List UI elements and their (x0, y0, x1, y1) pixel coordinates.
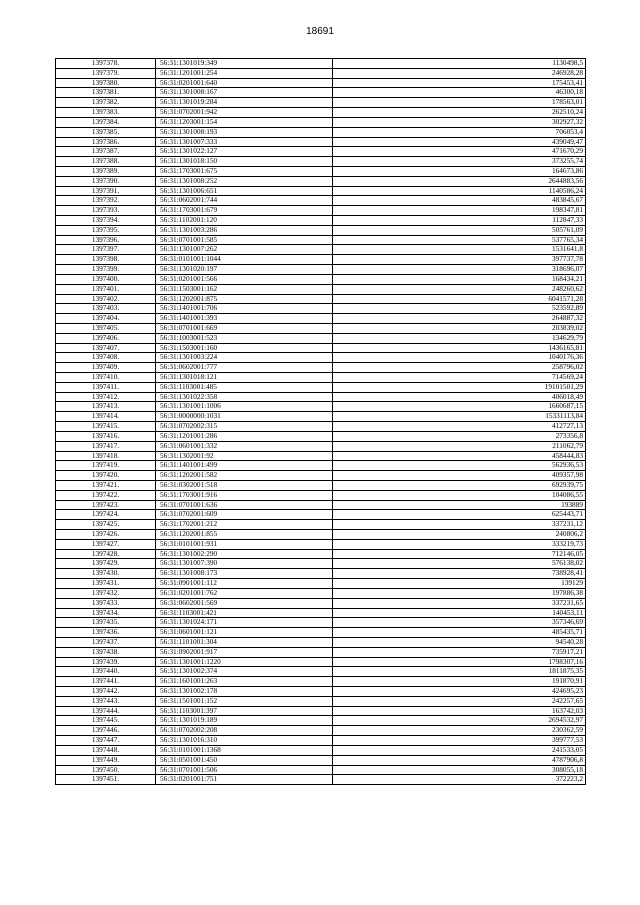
table-row (56, 245, 586, 255)
row-number-cell: 1397410. (56, 373, 156, 383)
table-row (56, 480, 586, 490)
row-number-cell: 1397409. (56, 363, 156, 373)
value-cell: 15331113,84 (333, 412, 586, 422)
cadastral-number-cell: 56:31:1301007:390 (156, 559, 333, 569)
table-row (56, 706, 586, 716)
value-cell: 1130498,5 (333, 59, 586, 69)
value-cell: 424695,23 (333, 687, 586, 697)
value-cell: 140453,11 (333, 608, 586, 618)
row-number-cell: 1397438. (56, 647, 156, 657)
table-row (56, 451, 586, 461)
value-cell: 357346,69 (333, 618, 586, 628)
cadastral-number-cell: 56:31:0701001:669 (156, 323, 333, 333)
table-row (56, 745, 586, 755)
value-cell: 242257,65 (333, 696, 586, 706)
value-cell: 198347,81 (333, 206, 586, 216)
row-number-cell: 1397389. (56, 166, 156, 176)
value-cell: 246928,28 (333, 68, 586, 78)
table-row (56, 235, 586, 245)
cadastral-number-cell: 56:31:0602001:777 (156, 363, 333, 373)
row-number-cell: 1397436. (56, 628, 156, 638)
cadastral-number-cell: 56:31:1301019:349 (156, 59, 333, 69)
cadastral-number-cell: 56:31:1503001:162 (156, 284, 333, 294)
table-row (56, 176, 586, 186)
cadastral-number-cell: 56:31:0701001:506 (156, 765, 333, 775)
table-row (56, 657, 586, 667)
row-number-cell: 1397402. (56, 294, 156, 304)
cadastral-number-cell: 56:31:1703001:916 (156, 490, 333, 500)
value-cell: 485435,71 (333, 628, 586, 638)
table-row (56, 687, 586, 697)
cadastral-number-cell: 56:31:1703001:679 (156, 206, 333, 216)
table-row (56, 166, 586, 176)
row-number-cell: 1397401. (56, 284, 156, 294)
value-cell: 714569,24 (333, 373, 586, 383)
cadastral-number-cell: 56:31:1301002:178 (156, 687, 333, 697)
value-cell: 139129 (333, 579, 586, 589)
value-cell: 409357,98 (333, 471, 586, 481)
row-number-cell: 1397421. (56, 480, 156, 490)
cadastral-number-cell: 56:31:1301019:189 (156, 716, 333, 726)
table-row (56, 186, 586, 196)
table-row (56, 98, 586, 108)
cadastral-number-cell: 56:31:0602001:744 (156, 196, 333, 206)
cadastral-number-cell: 56:31:0902001:917 (156, 647, 333, 657)
table-row (56, 412, 586, 422)
table-row (56, 736, 586, 746)
table-row (56, 88, 586, 98)
value-cell: 1040176,36 (333, 353, 586, 363)
cadastral-number-cell: 56:31:1202001:582 (156, 471, 333, 481)
value-cell: 211062,79 (333, 441, 586, 451)
row-number-cell: 1397451. (56, 775, 156, 785)
cadastral-number-cell: 56:31:0201001:566 (156, 274, 333, 284)
cadastral-number-cell: 56:31:0101001:1368 (156, 745, 333, 755)
table-row (56, 628, 586, 638)
value-cell: 134629,79 (333, 333, 586, 343)
table-row (56, 726, 586, 736)
row-number-cell: 1397424. (56, 510, 156, 520)
row-number-cell: 1397419. (56, 461, 156, 471)
value-cell: 112847,33 (333, 216, 586, 226)
table-row (56, 402, 586, 412)
value-cell: 203839,02 (333, 323, 586, 333)
cadastral-number-cell: 56:31:1202001:875 (156, 294, 333, 304)
table-row (56, 441, 586, 451)
value-cell: 240806,2 (333, 530, 586, 540)
row-number-cell: 1397405. (56, 323, 156, 333)
row-number-cell: 1397437. (56, 637, 156, 647)
value-cell: 2644883,56 (333, 176, 586, 186)
row-number-cell: 1397380. (56, 78, 156, 88)
cadastral-number-cell: 56:31:0701001:585 (156, 235, 333, 245)
row-number-cell: 1397407. (56, 343, 156, 353)
row-number-cell: 1397393. (56, 206, 156, 216)
row-number-cell: 1397429. (56, 559, 156, 569)
cadastral-number-cell: 56:31:1302001:92 (156, 451, 333, 461)
value-cell: 333219,73 (333, 539, 586, 549)
table-row (56, 265, 586, 275)
row-number-cell: 1397443. (56, 696, 156, 706)
row-number-cell: 1397398. (56, 255, 156, 265)
value-cell: 164673,86 (333, 166, 586, 176)
table-row (56, 431, 586, 441)
table-row (56, 382, 586, 392)
cadastral-number-cell: 56:31:1301001:1006 (156, 402, 333, 412)
cadastral-number-cell: 56:31:1301001:1220 (156, 657, 333, 667)
table-row (56, 422, 586, 432)
value-cell: 735917,21 (333, 647, 586, 657)
table-row (56, 108, 586, 118)
value-cell: 399777,53 (333, 736, 586, 746)
value-cell: 241533,05 (333, 745, 586, 755)
value-cell: 2694532,97 (333, 716, 586, 726)
row-number-cell: 1397442. (56, 687, 156, 697)
row-number-cell: 1397430. (56, 569, 156, 579)
value-cell: 258796,02 (333, 363, 586, 373)
value-cell: 230362,59 (333, 726, 586, 736)
table-row (56, 716, 586, 726)
table-row (56, 775, 586, 785)
row-number-cell: 1397392. (56, 196, 156, 206)
table-row (56, 137, 586, 147)
row-number-cell: 1397448. (56, 745, 156, 755)
row-number-cell: 1397399. (56, 265, 156, 275)
row-number-cell: 1397449. (56, 755, 156, 765)
table-row (56, 68, 586, 78)
row-number-cell: 1397414. (56, 412, 156, 422)
cadastral-number-cell: 56:31:1301018:121 (156, 373, 333, 383)
row-number-cell: 1397441. (56, 677, 156, 687)
table-row (56, 353, 586, 363)
row-number-cell: 1397426. (56, 530, 156, 540)
table-row (56, 490, 586, 500)
table-row (56, 323, 586, 333)
value-cell: 706053,4 (333, 127, 586, 137)
row-number-cell: 1397427. (56, 539, 156, 549)
value-cell: 1660687,15 (333, 402, 586, 412)
table-row (56, 196, 586, 206)
row-number-cell: 1397446. (56, 726, 156, 736)
table-row (56, 510, 586, 520)
cadastral-number-cell: 56:31:1301007:333 (156, 137, 333, 147)
value-cell: 712146,05 (333, 549, 586, 559)
value-cell: 6041571,28 (333, 294, 586, 304)
value-cell: 193889 (333, 500, 586, 510)
value-cell: 94540,28 (333, 637, 586, 647)
table-row (56, 667, 586, 677)
cadastral-number-cell: 56:31:1301008:252 (156, 176, 333, 186)
table-row (56, 206, 586, 216)
table-row (56, 647, 586, 657)
row-number-cell: 1397390. (56, 176, 156, 186)
cadastral-number-cell: 56:31:1103001:397 (156, 706, 333, 716)
row-number-cell: 1397417. (56, 441, 156, 451)
value-cell: 163742,03 (333, 706, 586, 716)
value-cell: 1798307,16 (333, 657, 586, 667)
row-number-cell: 1397444. (56, 706, 156, 716)
table-row (56, 588, 586, 598)
value-cell: 197886,38 (333, 588, 586, 598)
table-row (56, 579, 586, 589)
row-number-cell: 1397450. (56, 765, 156, 775)
table-row (56, 284, 586, 294)
value-cell: 1531641,8 (333, 245, 586, 255)
table-row (56, 520, 586, 530)
row-number-cell: 1397432. (56, 588, 156, 598)
table-row (56, 608, 586, 618)
row-number-cell: 1397408. (56, 353, 156, 363)
row-number-cell: 1397418. (56, 451, 156, 461)
table-row (56, 500, 586, 510)
row-number-cell: 1397395. (56, 225, 156, 235)
table-row (56, 117, 586, 127)
value-cell: 537765,34 (333, 235, 586, 245)
value-cell: 337231,12 (333, 520, 586, 530)
row-number-cell: 1397379. (56, 68, 156, 78)
cadastral-number-cell: 56:31:0501001:450 (156, 755, 333, 765)
row-number-cell: 1397387. (56, 147, 156, 157)
cadastral-number-cell: 56:31:0901001:112 (156, 579, 333, 589)
cadastral-number-cell: 56:31:1301022:358 (156, 392, 333, 402)
cadastral-number-cell: 56:31:0702001:942 (156, 108, 333, 118)
value-cell: 1436165,81 (333, 343, 586, 353)
value-cell: 412727,13 (333, 422, 586, 432)
table-row (56, 59, 586, 69)
value-cell: 337231,65 (333, 598, 586, 608)
cadastral-number-cell: 56:31:1102001:120 (156, 216, 333, 226)
cadastral-number-cell: 56:31:1301003:224 (156, 353, 333, 363)
table-row (56, 598, 586, 608)
table-row (56, 755, 586, 765)
row-number-cell: 1397381. (56, 88, 156, 98)
table-row (56, 147, 586, 157)
cadastral-number-cell: 56:31:1201001:286 (156, 431, 333, 441)
cadastral-number-cell: 56:31:1301020:197 (156, 265, 333, 275)
value-cell: 1811875,35 (333, 667, 586, 677)
row-number-cell: 1397400. (56, 274, 156, 284)
cadastral-number-cell: 56:31:0000000:1031 (156, 412, 333, 422)
table-row (56, 539, 586, 549)
table-body (56, 59, 586, 785)
cadastral-number-cell: 56:31:0101001:1044 (156, 255, 333, 265)
value-cell: 168434,21 (333, 274, 586, 284)
table-row (56, 363, 586, 373)
row-number-cell: 1397413. (56, 402, 156, 412)
value-cell: 273356,8 (333, 431, 586, 441)
cadastral-number-cell: 56:31:1003001:523 (156, 333, 333, 343)
table-row (56, 559, 586, 569)
table-row (56, 127, 586, 137)
cadastral-number-cell: 56:31:1703001:675 (156, 166, 333, 176)
cadastral-number-cell: 56:31:1301006:651 (156, 186, 333, 196)
cadastral-number-cell: 56:31:1301008:193 (156, 127, 333, 137)
cadastral-table (55, 58, 586, 785)
cadastral-number-cell: 56:31:0701001:636 (156, 500, 333, 510)
row-number-cell: 1397397. (56, 245, 156, 255)
row-number-cell: 1397384. (56, 117, 156, 127)
value-cell: 372223,2 (333, 775, 586, 785)
cadastral-number-cell: 56:31:1203001:154 (156, 117, 333, 127)
cadastral-number-cell: 56:31:1301018:150 (156, 157, 333, 167)
value-cell: 302927,32 (333, 117, 586, 127)
value-cell: 458444,83 (333, 451, 586, 461)
row-number-cell: 1397404. (56, 314, 156, 324)
value-cell: 523592,89 (333, 304, 586, 314)
cadastral-number-cell: 56:31:1401001:499 (156, 461, 333, 471)
value-cell: 308055,18 (333, 765, 586, 775)
row-number-cell: 1397440. (56, 667, 156, 677)
table-row (56, 216, 586, 226)
row-number-cell: 1397406. (56, 333, 156, 343)
cadastral-number-cell: 56:31:0601001:121 (156, 628, 333, 638)
row-number-cell: 1397445. (56, 716, 156, 726)
table-row (56, 78, 586, 88)
table-row (56, 765, 586, 775)
cadastral-number-cell: 56:31:1501001:152 (156, 696, 333, 706)
value-cell: 318696,07 (333, 265, 586, 275)
table-row (56, 392, 586, 402)
cadastral-number-cell: 56:31:0302001:518 (156, 480, 333, 490)
value-cell: 264887,32 (333, 314, 586, 324)
row-number-cell: 1397386. (56, 137, 156, 147)
table-row (56, 333, 586, 343)
value-cell: 406018,49 (333, 392, 586, 402)
table-row (56, 274, 586, 284)
table-row (56, 157, 586, 167)
value-cell: 248260,62 (333, 284, 586, 294)
page-number: 18691 (306, 26, 334, 37)
cadastral-number-cell: 56:31:1702001:212 (156, 520, 333, 530)
cadastral-number-cell: 56:31:1101001:304 (156, 637, 333, 647)
row-number-cell: 1397415. (56, 422, 156, 432)
cadastral-number-cell: 56:31:0601001:332 (156, 441, 333, 451)
value-cell: 738928,41 (333, 569, 586, 579)
row-number-cell: 1397439. (56, 657, 156, 667)
row-number-cell: 1397411. (56, 382, 156, 392)
value-cell: 46300,18 (333, 88, 586, 98)
row-number-cell: 1397378. (56, 59, 156, 69)
table-row (56, 677, 586, 687)
value-cell: 178563,01 (333, 98, 586, 108)
table-row (56, 225, 586, 235)
row-number-cell: 1397394. (56, 216, 156, 226)
value-cell: 625443,71 (333, 510, 586, 520)
table-row (56, 373, 586, 383)
row-number-cell: 1397433. (56, 598, 156, 608)
row-number-cell: 1397403. (56, 304, 156, 314)
value-cell: 19101501,29 (333, 382, 586, 392)
table-row (56, 618, 586, 628)
cadastral-number-cell: 56:31:0201001:762 (156, 588, 333, 598)
cadastral-number-cell: 56:31:0201001:751 (156, 775, 333, 785)
value-cell: 397737,78 (333, 255, 586, 265)
value-cell: 104086,55 (333, 490, 586, 500)
cadastral-number-cell: 56:31:1503001:160 (156, 343, 333, 353)
cadastral-number-cell: 56:31:0702002:315 (156, 422, 333, 432)
cadastral-number-cell: 56:31:1401001:393 (156, 314, 333, 324)
row-number-cell: 1397412. (56, 392, 156, 402)
value-cell: 576138,02 (333, 559, 586, 569)
row-number-cell: 1397447. (56, 736, 156, 746)
value-cell: 175453,41 (333, 78, 586, 88)
row-number-cell: 1397431. (56, 579, 156, 589)
table-row (56, 569, 586, 579)
cadastral-number-cell: 56:31:1301016:310 (156, 736, 333, 746)
cadastral-number-cell: 56:31:1301019:284 (156, 98, 333, 108)
row-number-cell: 1397423. (56, 500, 156, 510)
row-number-cell: 1397388. (56, 157, 156, 167)
value-cell: 483845,67 (333, 196, 586, 206)
cadastral-number-cell: 56:31:1103001:421 (156, 608, 333, 618)
cadastral-number-cell: 56:31:0602001:569 (156, 598, 333, 608)
row-number-cell: 1397382. (56, 98, 156, 108)
table-row (56, 314, 586, 324)
table-row (56, 530, 586, 540)
cadastral-number-cell: 56:31:1301007:262 (156, 245, 333, 255)
value-cell: 692939,75 (333, 480, 586, 490)
value-cell: 505761,09 (333, 225, 586, 235)
table-row (56, 461, 586, 471)
row-number-cell: 1397434. (56, 608, 156, 618)
cadastral-number-cell: 56:31:0101001:931 (156, 539, 333, 549)
table-row (56, 549, 586, 559)
cadastral-number-cell: 56:31:1202001:855 (156, 530, 333, 540)
row-number-cell: 1397396. (56, 235, 156, 245)
cadastral-number-cell: 56:31:1103001:485 (156, 382, 333, 392)
table-row (56, 255, 586, 265)
row-number-cell: 1397416. (56, 431, 156, 441)
cadastral-number-cell: 56:31:1201001:254 (156, 68, 333, 78)
cadastral-number-cell: 56:31:1301003:286 (156, 225, 333, 235)
cadastral-number-cell: 56:31:1401001:706 (156, 304, 333, 314)
cadastral-number-cell: 56:31:1301022:127 (156, 147, 333, 157)
value-cell: 262510,24 (333, 108, 586, 118)
row-number-cell: 1397425. (56, 520, 156, 530)
value-cell: 191870,91 (333, 677, 586, 687)
cadastral-number-cell: 56:31:1601001:263 (156, 677, 333, 687)
cadastral-number-cell: 56:31:1301024:171 (156, 618, 333, 628)
value-cell: 439049,47 (333, 137, 586, 147)
cadastral-number-cell: 56:31:1301008:167 (156, 88, 333, 98)
value-cell: 1140586,24 (333, 186, 586, 196)
cadastral-number-cell: 56:31:1301008:173 (156, 569, 333, 579)
table-row (56, 343, 586, 353)
cadastral-number-cell: 56:31:0702002:208 (156, 726, 333, 736)
value-cell: 373255,74 (333, 157, 586, 167)
table-row (56, 637, 586, 647)
value-cell: 562936,53 (333, 461, 586, 471)
value-cell: 4787906,8 (333, 755, 586, 765)
value-cell: 471670,29 (333, 147, 586, 157)
cadastral-number-cell: 56:31:1301002:290 (156, 549, 333, 559)
row-number-cell: 1397383. (56, 108, 156, 118)
cadastral-number-cell: 56:31:1301002:374 (156, 667, 333, 677)
table-row (56, 696, 586, 706)
cadastral-number-cell: 56:31:0201001:640 (156, 78, 333, 88)
table-row (56, 294, 586, 304)
cadastral-number-cell: 56:31:0702001:609 (156, 510, 333, 520)
table-row (56, 471, 586, 481)
row-number-cell: 1397435. (56, 618, 156, 628)
row-number-cell: 1397385. (56, 127, 156, 137)
row-number-cell: 1397428. (56, 549, 156, 559)
row-number-cell: 1397391. (56, 186, 156, 196)
table-row (56, 304, 586, 314)
row-number-cell: 1397422. (56, 490, 156, 500)
row-number-cell: 1397420. (56, 471, 156, 481)
